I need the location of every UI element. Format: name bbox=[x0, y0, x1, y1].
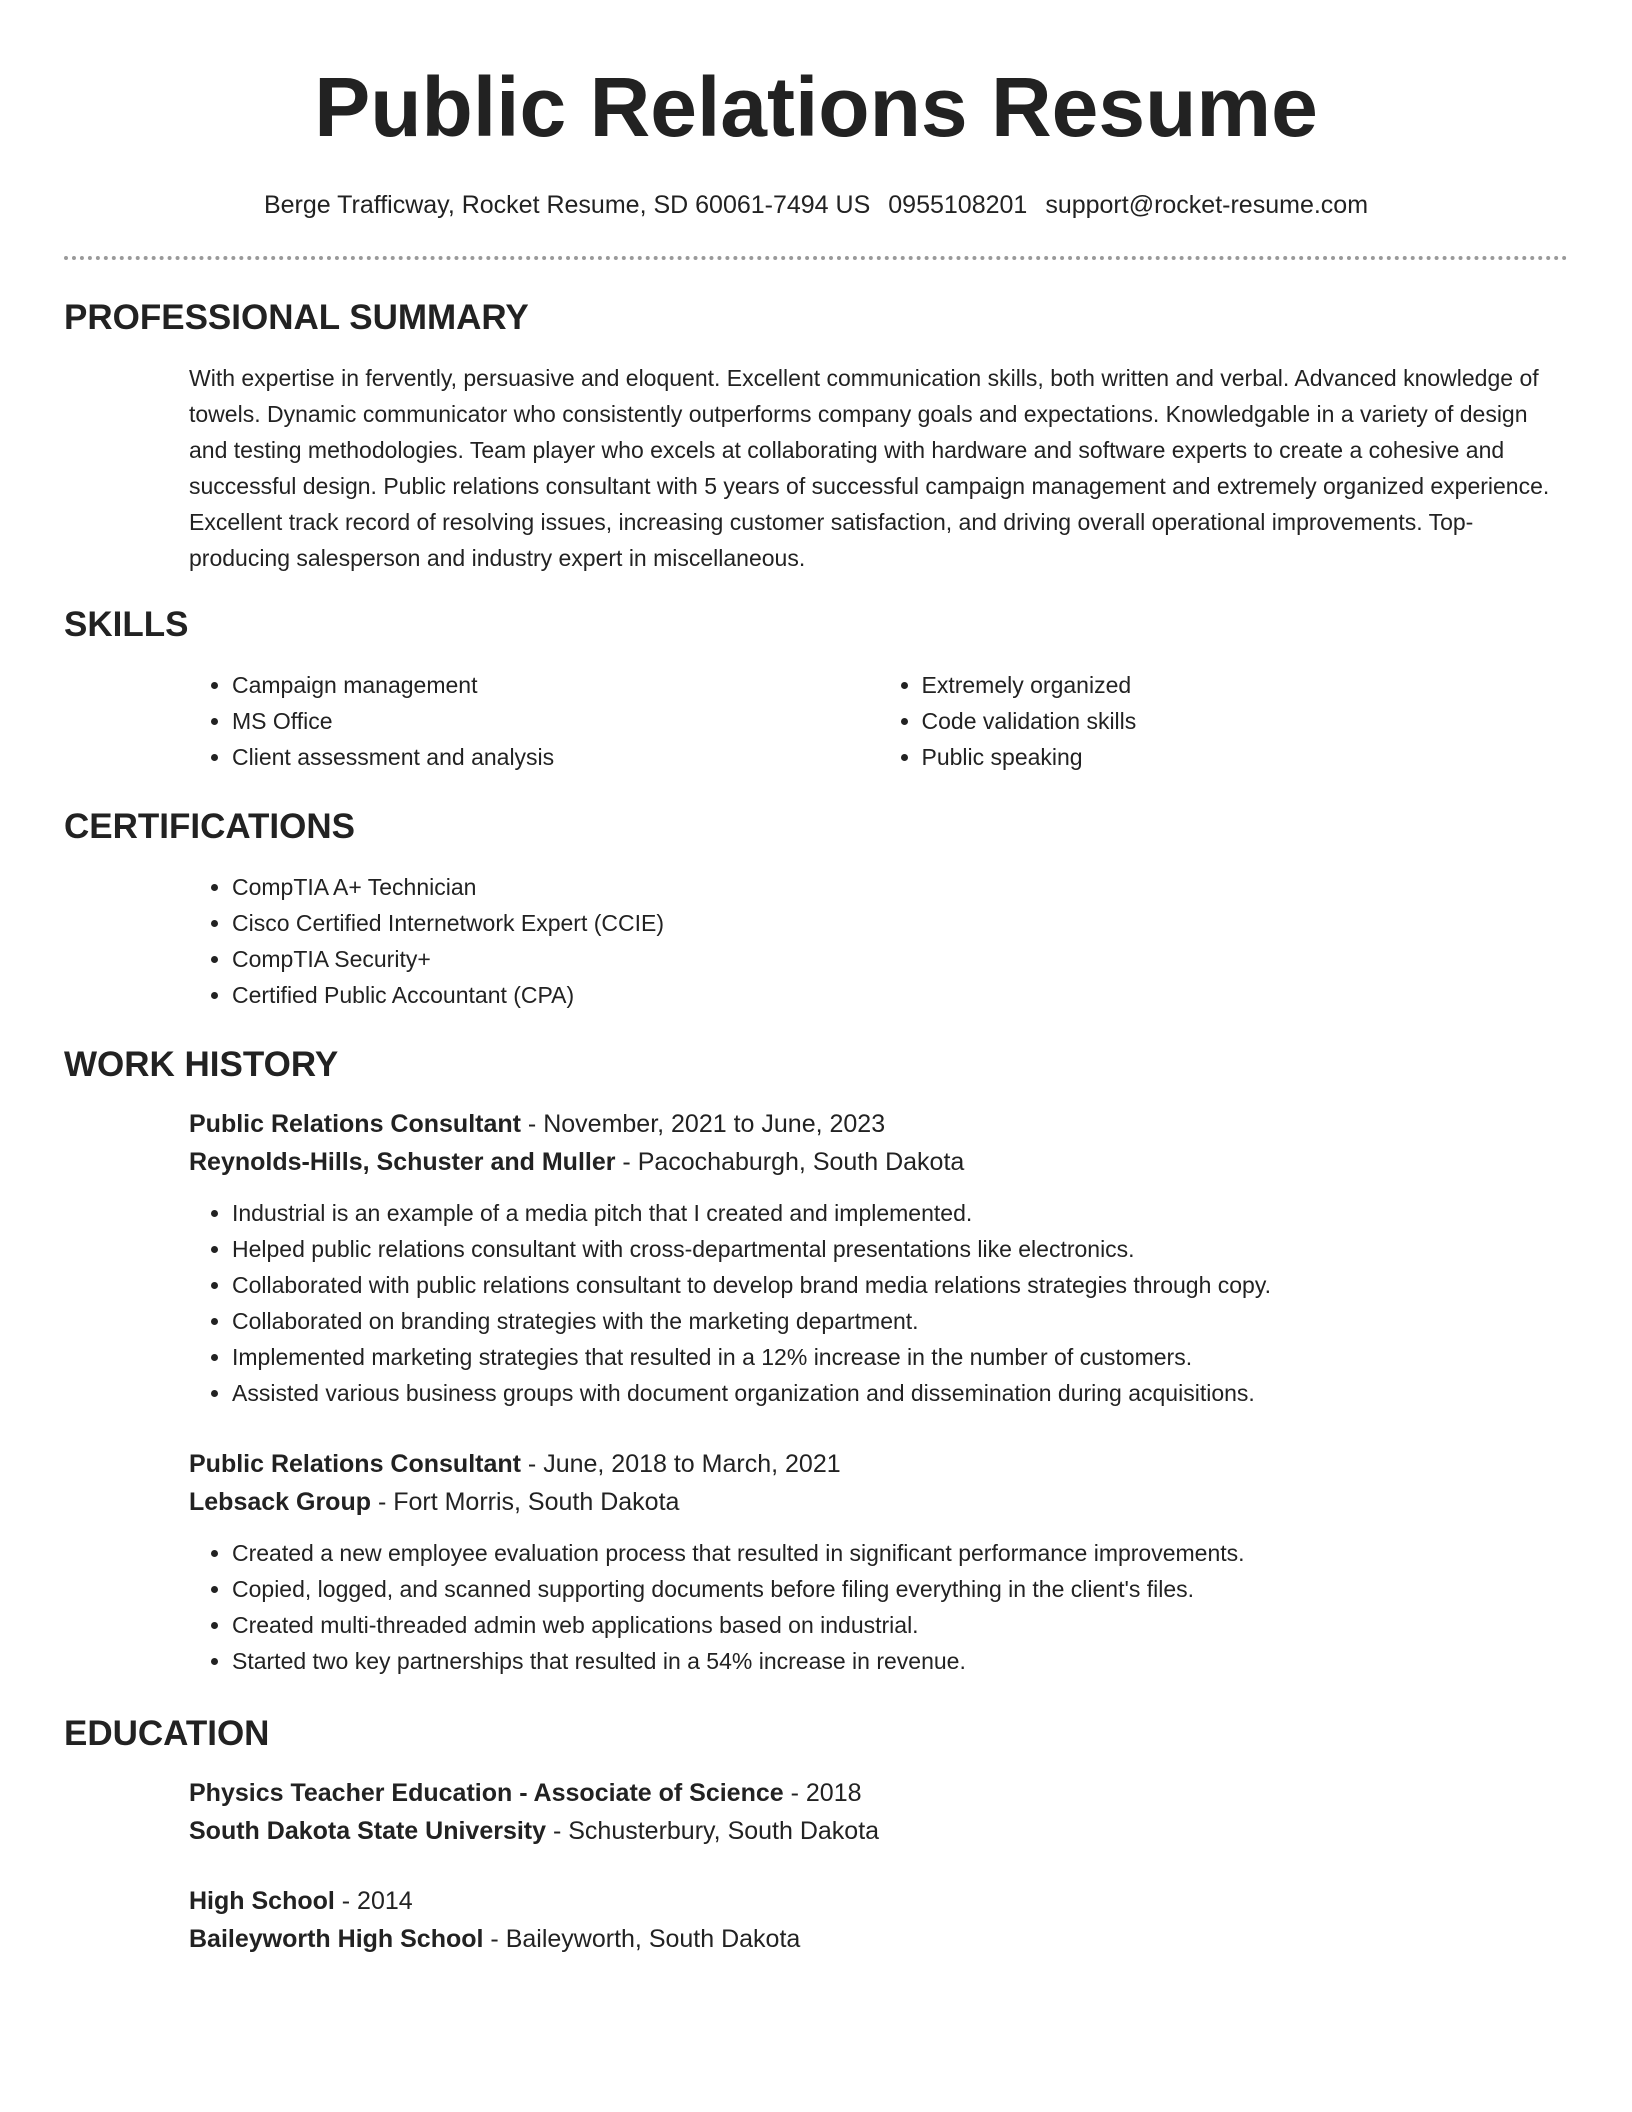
skill-item: • Campaign management bbox=[232, 667, 879, 703]
job-title: Public Relations Consultant bbox=[189, 1450, 521, 1478]
job-location: - Fort Morris, South Dakota bbox=[371, 1488, 680, 1516]
job-company: Reynolds-Hills, Schuster and Muller bbox=[189, 1148, 616, 1176]
job-bullets bbox=[189, 1535, 1568, 1679]
education-section bbox=[64, 1712, 1568, 1958]
certifications-list bbox=[189, 869, 1568, 1013]
skill-item: • Code validation skills bbox=[922, 703, 1569, 739]
education-school-line bbox=[189, 1920, 1568, 1958]
job-entry bbox=[189, 1105, 1568, 1411]
job-company-line bbox=[189, 1143, 1568, 1181]
contact-email: support@rocket-resume.com bbox=[1045, 191, 1369, 219]
certifications-heading: CERTIFICATIONS bbox=[64, 807, 356, 846]
job-company: Lebsack Group bbox=[189, 1488, 371, 1516]
header-divider bbox=[64, 256, 1568, 260]
skill-item: • Extremely organized bbox=[922, 667, 1569, 703]
skill-item: • Client assessment and analysis bbox=[232, 739, 879, 775]
education-degree: High School bbox=[189, 1887, 335, 1915]
education-school: South Dakota State University bbox=[189, 1817, 547, 1845]
job-bullet: • Copied, logged, and scanned supporting documents before filing everything in the client's files. bbox=[232, 1571, 1568, 1607]
job-bullet: • Industrial is an example of a media pitch that I created and implemented. bbox=[232, 1195, 1568, 1231]
contact-address: Berge Trafficway, Rocket Resume, SD 60061-7494 US bbox=[263, 191, 871, 219]
education-school-line bbox=[189, 1812, 1568, 1850]
contact-phone: 0955108201 bbox=[888, 191, 1028, 219]
job-dates: - June, 2018 to March, 2021 bbox=[520, 1450, 841, 1478]
job-bullet: • Helped public relations consultant with cross-departmental presentations like electronics. bbox=[232, 1231, 1568, 1267]
education-degree: Physics Teacher Education - Associate of Science bbox=[189, 1779, 784, 1807]
skill-item: • Public speaking bbox=[922, 739, 1569, 775]
work-section bbox=[64, 1043, 1568, 1679]
certification-item: • Cisco Certified Internetwork Expert (CCIE) bbox=[232, 905, 1568, 941]
summary-text: With expertise in fervently, persuasive and eloquent. Excellent communication skills, both written and verbal. Advanced knowledge of towels. Dynamic communicator who consistently outperforms company goals and expectations. Knowledgable in a variety of design and testing methodologies. Team player who excels at collaborating with hardware and software experts to create a cohesive and successful design. Public relations consultant with 5 years of successful campaign management and extremely organized experience. Excellent track record of resolving issues, increasing customer satisfaction, and driving overall operational improvements. Top-producing salesperson and industry expert in miscellaneous. bbox=[189, 365, 1550, 571]
skills-heading: SKILLS bbox=[64, 605, 189, 644]
skills-section bbox=[64, 603, 1568, 775]
job-location: - Pacochaburgh, South Dakota bbox=[615, 1148, 965, 1176]
job-bullet: • Created multi-threaded admin web applications based on industrial. bbox=[232, 1607, 1568, 1643]
work-heading: WORK HISTORY bbox=[64, 1045, 339, 1084]
certification-item: • Certified Public Accountant (CPA) bbox=[232, 977, 1568, 1013]
education-degree-line bbox=[189, 1882, 1568, 1920]
job-title: Public Relations Consultant bbox=[189, 1110, 521, 1138]
education-entry bbox=[189, 1882, 1568, 1958]
education-year: - 2018 bbox=[783, 1779, 862, 1807]
education-location: - Baileyworth, South Dakota bbox=[483, 1925, 801, 1953]
job-bullet: • Collaborated on branding strategies with the marketing department. bbox=[232, 1303, 1568, 1339]
job-entry bbox=[189, 1445, 1568, 1679]
job-title-line bbox=[189, 1105, 1568, 1143]
summary-heading: PROFESSIONAL SUMMARY bbox=[64, 298, 529, 337]
job-bullet: • Collaborated with public relations consultant to develop brand media relations strategies through copy. bbox=[232, 1267, 1568, 1303]
education-location: - Schusterbury, South Dakota bbox=[546, 1817, 880, 1845]
skills-list-right bbox=[879, 667, 1569, 775]
education-degree-line bbox=[189, 1774, 1568, 1812]
certification-item: • CompTIA A+ Technician bbox=[232, 869, 1568, 905]
job-bullets bbox=[189, 1195, 1568, 1411]
education-year: - 2014 bbox=[334, 1887, 413, 1915]
contact-line bbox=[64, 188, 1568, 222]
certification-item: • CompTIA Security+ bbox=[232, 941, 1568, 977]
job-title-line bbox=[189, 1445, 1568, 1483]
summary-section bbox=[64, 296, 1568, 576]
job-bullet: • Started two key partnerships that resulted in a 54% increase in revenue. bbox=[232, 1643, 1568, 1679]
skills-list-left bbox=[189, 667, 879, 775]
job-company-line bbox=[189, 1483, 1568, 1521]
education-heading: EDUCATION bbox=[64, 1714, 270, 1753]
skill-item: • MS Office bbox=[232, 703, 879, 739]
resume-title: Public Relations Resume bbox=[314, 60, 1318, 154]
education-school: Baileyworth High School bbox=[189, 1925, 484, 1953]
job-bullet: • Created a new employee evaluation process that resulted in significant performance improvements. bbox=[232, 1535, 1568, 1571]
education-entry bbox=[189, 1774, 1568, 1850]
job-dates: - November, 2021 to June, 2023 bbox=[520, 1110, 886, 1138]
job-bullet: • Implemented marketing strategies that resulted in a 12% increase in the number of customers. bbox=[232, 1339, 1568, 1375]
certifications-section bbox=[64, 805, 1568, 1013]
job-bullet: • Assisted various business groups with document organization and dissemination during acquisitions. bbox=[232, 1375, 1568, 1411]
